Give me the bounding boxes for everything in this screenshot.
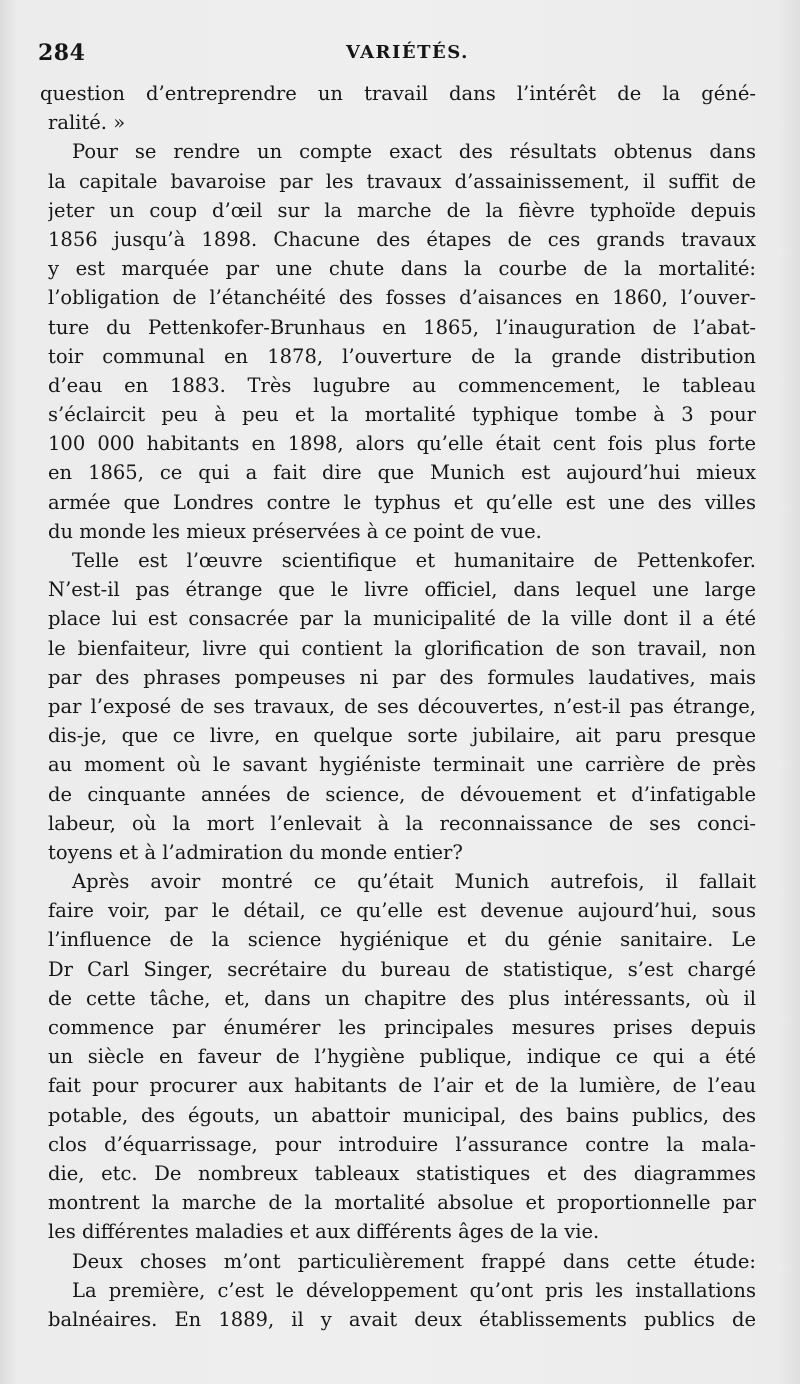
text-line: d’eau en 1883. Très lugubre au commencement, le tableau (48, 373, 756, 397)
text-line: balnéaires. En 1889, il y avait deux établissements publics de (48, 1307, 756, 1331)
text-line: ture du Pettenkofer-Brunhaus en 1865, l’inauguration de l’abat- (48, 315, 756, 339)
text-line: labeur, où la mort l’enlevait à la reconnaissance de ses conci- (48, 811, 756, 835)
text-line: La première, c’est le développement qu’ont pris les installations (72, 1278, 756, 1302)
text-line: par des phrases pompeuses ni par des formules laudatives, mais (48, 665, 756, 689)
text-line: du monde les mieux préservées à ce point de vue. (48, 519, 542, 543)
text-line: la capitale bavaroise par les travaux d’assainissement, il suffit de (48, 169, 756, 193)
text-line: montrent la marche de la mortalité absolue et proportionnelle par (48, 1191, 756, 1215)
text-line: de cinquante années de science, de dévouement et d’infatigable (48, 782, 756, 806)
running-title: VARIÉTÉS. (346, 42, 469, 63)
text-line: clos d’équarrissage, pour introduire l’assurance contre la mala- (48, 1132, 756, 1156)
text-line: dis-je, que ce livre, en quelque sorte jubilaire, ait paru presque (48, 724, 756, 748)
text-line: y est marquée par une chute dans la courbe de la mortalité: (48, 257, 756, 281)
text-line: en 1865, ce qui a fait dire que Munich est aujourd’hui mieux (48, 461, 756, 485)
text-line: N’est-il pas étrange que le livre officiel, dans lequel une large (48, 578, 756, 602)
text-line: les différentes maladies et aux différents âges de la vie. (48, 1220, 600, 1244)
text-line: de cette tâche, et, dans un chapitre des plus intéressants, où il (48, 986, 756, 1010)
text-line: faire voir, par le détail, ce qu’elle est devenue aujourd’hui, sous (48, 899, 756, 923)
text-line: Telle est l’œuvre scientifique et humanitaire de Pettenkofer. (72, 549, 756, 572)
text-line: 1856 jusqu’à 1898. Chacune des étapes de ces grands travaux (48, 227, 756, 251)
body-text (40, 79, 756, 1334)
text-line: jeter un coup d’œil sur la marche de la fièvre typhoïde depuis (48, 198, 756, 222)
text-line: au moment où le savant hygiéniste terminait une carrière de près (48, 753, 756, 777)
text-line: Pour se rendre un compte exact des résultats obtenus dans (72, 140, 756, 164)
text-line: 100 000 habitants en 1898, alors qu’elle était cent fois plus forte (48, 432, 756, 456)
text-line: le bienfaiteur, livre qui contient la glorification de son travail, non (48, 636, 756, 660)
text-line: fait pour procurer aux habitants de l’air et de la lumière, de l’eau (48, 1074, 756, 1098)
text-line: toir communal en 1878, l’ouverture de la grande distribution (48, 344, 756, 368)
text-line: par l’exposé de ses travaux, de ses découvertes, n’est-il pas étrange, (48, 694, 756, 718)
text-line: armée que Londres contre le typhus et qu’elle est une des villes (48, 490, 756, 514)
text-line: ralité. » (48, 111, 126, 135)
page-header (38, 40, 758, 76)
text-line: place lui est consacrée par la municipalité de la ville dont il a été (48, 607, 756, 631)
text-line: toyens et à l’admiration du monde entier? (48, 840, 463, 864)
text-line: l’obligation de l’étanchéité des fosses d’aisances en 1860, l’ouver- (48, 286, 756, 310)
text-line: s’éclaircit peu à peu et la mortalité typhique tombe à 3 pour (48, 403, 756, 427)
text-line: question d’entreprendre un travail dans l’intérêt de la géné- (40, 82, 756, 105)
text-line: commence par énumérer les principales mesures prises depuis (48, 1016, 756, 1039)
text-line: Après avoir montré ce qu’était Munich autrefois, il fallait (72, 870, 756, 894)
text-line: un siècle en faveur de l’hygiène publique, indique ce qui a été (48, 1045, 756, 1069)
text-line: Dr Carl Singer, secrétaire du bureau de statistique, s’est chargé (48, 957, 756, 981)
page-number: 284 (38, 40, 86, 66)
text-line: potable, des égouts, un abattoir municipal, des bains publics, des (48, 1103, 756, 1127)
text-line: l’influence de la science hygiénique et du génie sanitaire. Le (48, 928, 756, 952)
text-line: Deux choses m’ont particulièrement frappé dans cette étude: (72, 1249, 756, 1273)
text-line: die, etc. De nombreux tableaux statistiques et des diagrammes (48, 1161, 756, 1185)
